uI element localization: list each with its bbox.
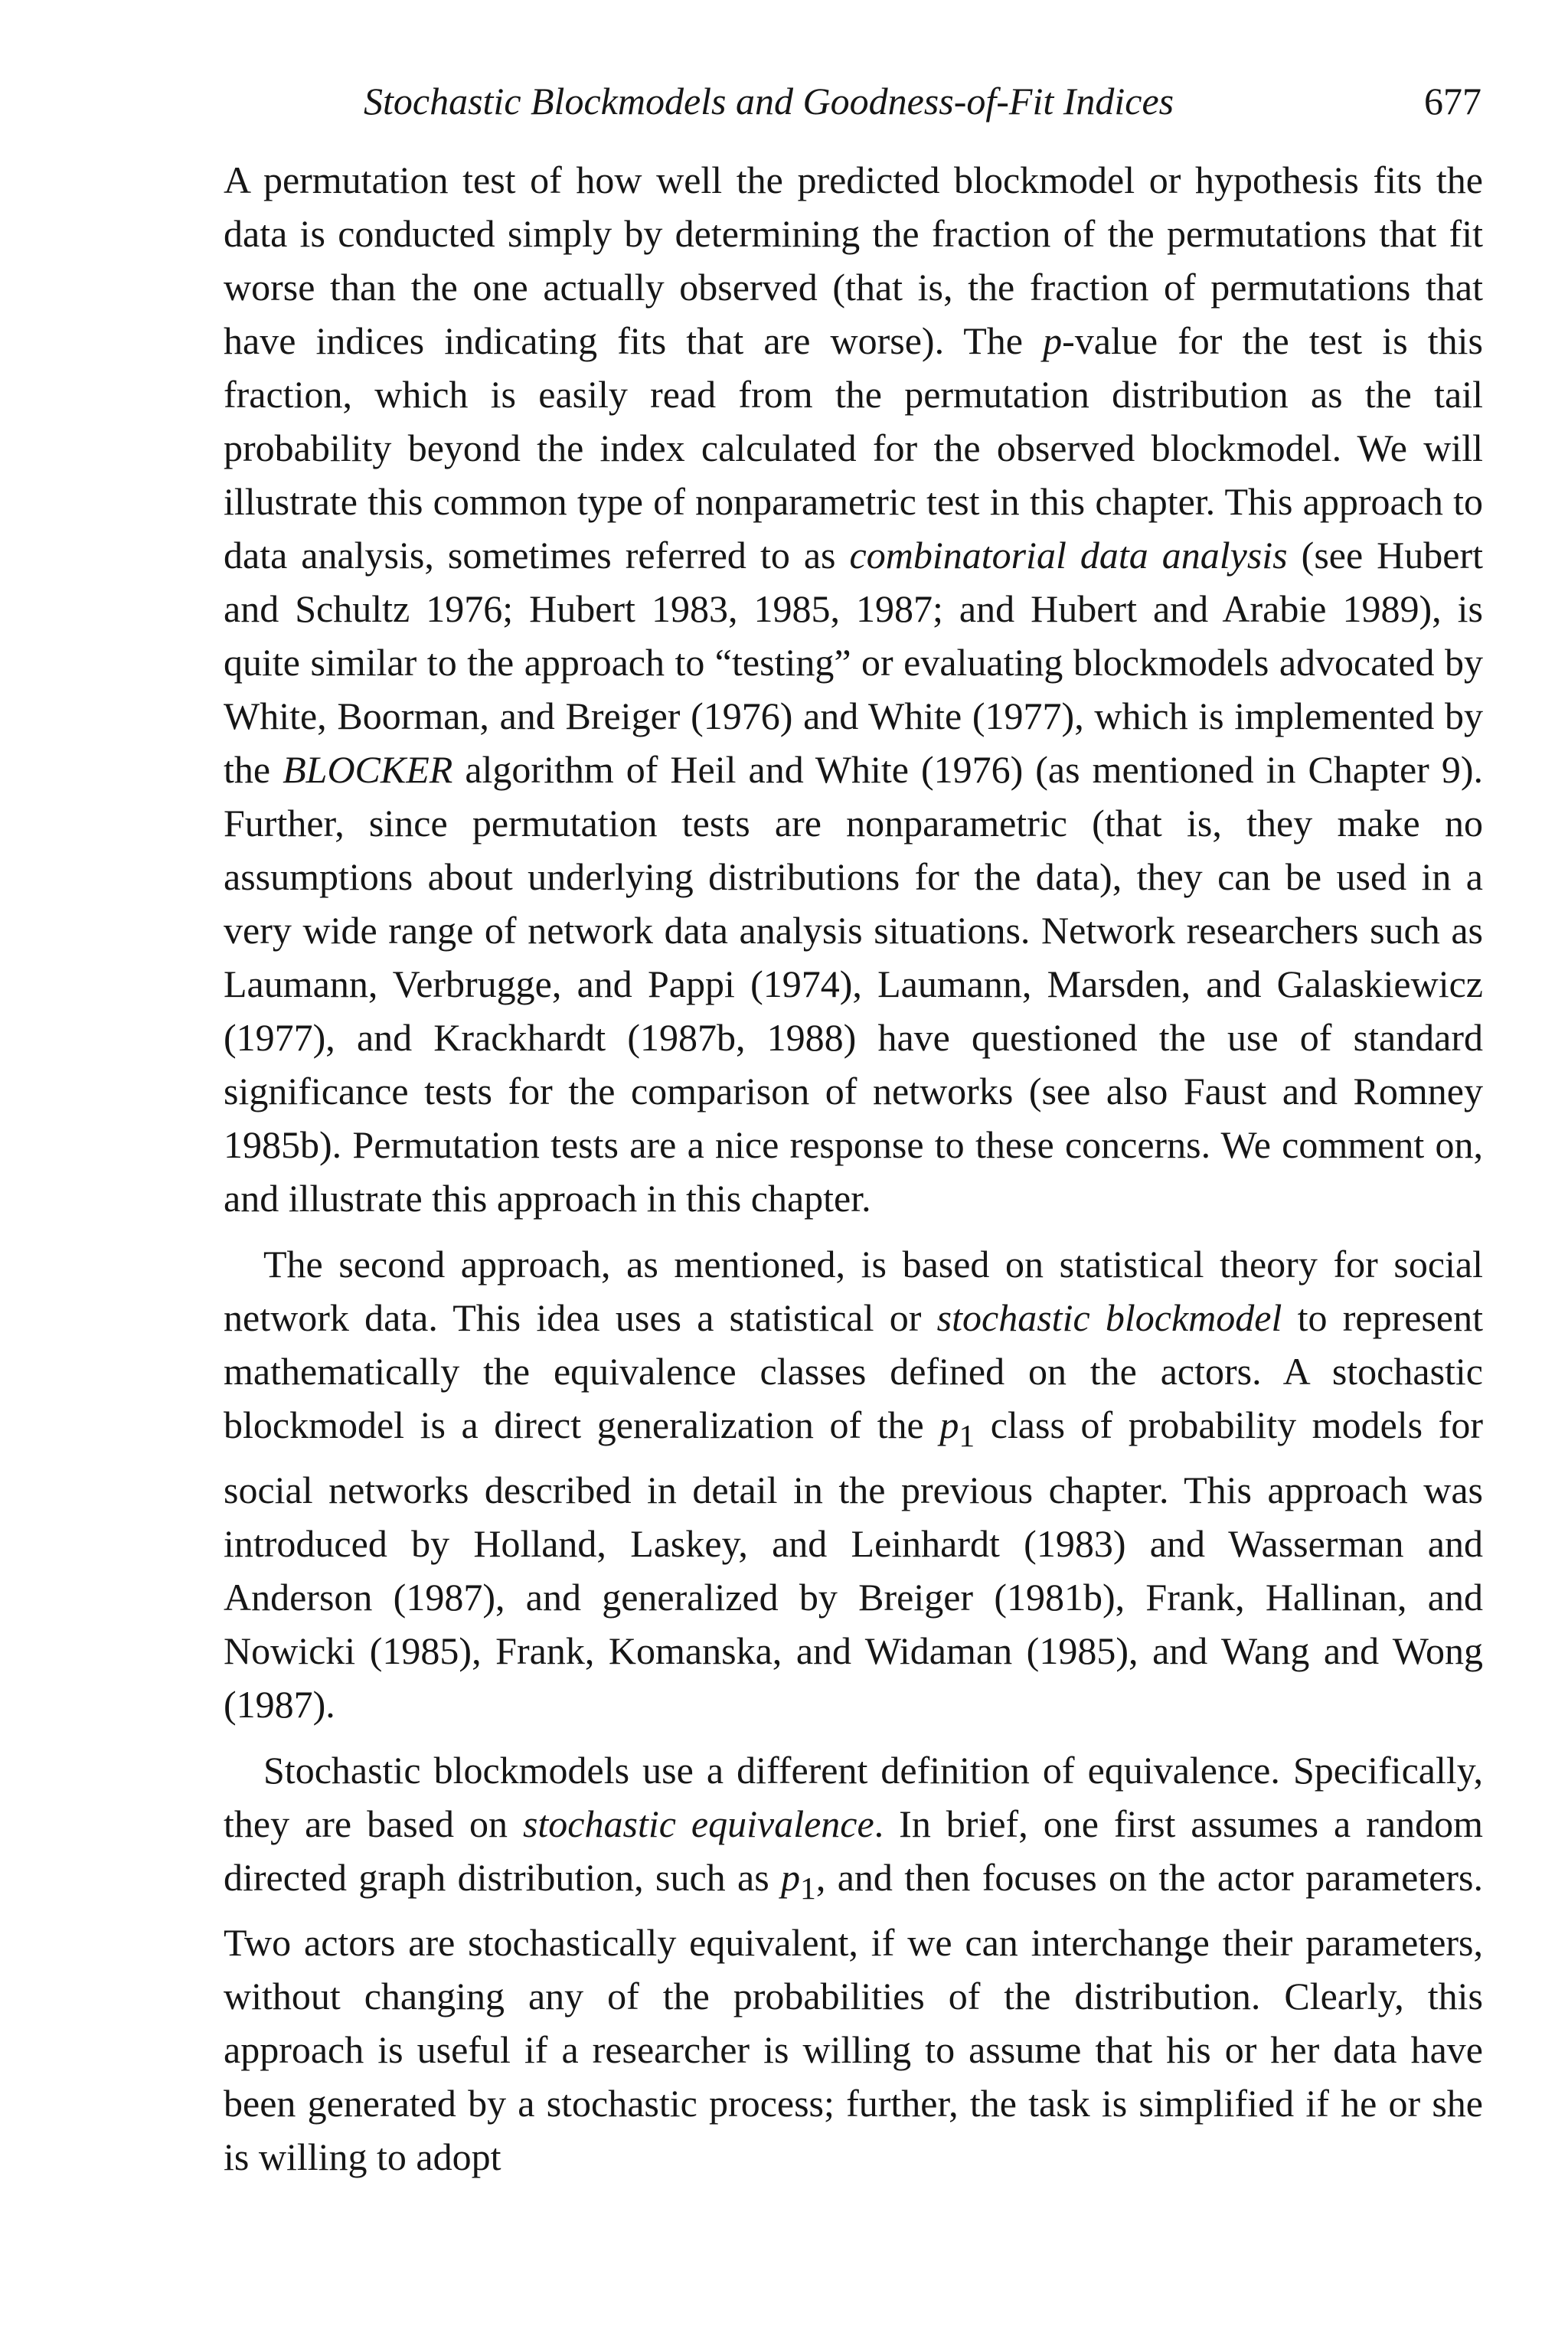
text-run: , and then focuses on the actor parameters. Two actors are stochastically equivalent, if we can interchange their parameters, without changing any of the probabilities of the distribution. Clearly, this approach is useful if a researcher is willing to assume that his or her data have been generated by a stochastic process; further, the task is simplified if he or she is willing to adopt (224, 1856, 1483, 2178)
text-run: The second approach, as mentioned, is based on statistical theory for social network data. This idea uses a statistical or (224, 1243, 1483, 1339)
page-number: 677 (1424, 80, 1481, 123)
italic-term: p (939, 1403, 959, 1446)
italic-term: stochastic equivalence (522, 1802, 874, 1845)
text-run: (see Hubert and Schultz 1976; Hubert 1983, 1985, 1987; and Hubert and Arabie 1989), is quite similar to the approach to “testing” or evaluating blockmodels advocated by White, Boorman, and Breiger (1976) and White (1977), which is implemented by the (224, 534, 1484, 791)
text-run: A permutation test of how well the predicted blockmodel or hypothesis fits the data is conducted simply by determining the fraction of the permutations that fit worse than the one actually observed (that is, the fraction of permutations that have indices indicating fits that are worse). The (224, 158, 1483, 362)
italic-term: p (1043, 319, 1063, 362)
text-run: to represent mathematically the equivalence classes defined on the actors. A stochastic blockmodel is a direct generalization of the (224, 1296, 1483, 1446)
italic-term: BLOCKER (283, 748, 453, 791)
running-head-title: Stochastic Blockmodels and Goodness-of-Fit Indices (364, 80, 1174, 123)
italic-term: stochastic blockmodel (936, 1296, 1282, 1339)
text-run: -value for the test is this fraction, which is easily read from the permutation distribution as the tail probability beyond the index calculated for the observed blockmodel. We will illustrate this common type of nonparametric test in this chapter. This approach to data analysis, sometimes referred to as (224, 319, 1483, 577)
italic-term: p (781, 1856, 801, 1899)
text-run: . In brief, one first assumes a random directed graph distribution, such as (224, 1802, 1483, 1899)
paragraph-second-approach (224, 1237, 1483, 1731)
text-run: algorithm of Heil and White (1976) (as mentioned in Chapter 9). Further, since permutation tests are nonparametric (that is, they make no assumptions about underlying distributions for the data), they can be used in a very wide range of network data analysis situations. Network researchers such as Laumann, Verbrugge, and Pappi (1974), Laumann, Marsden, and Galaskiewicz (1977), and Krackhardt (1987b, 1988) have questioned the use of standard significance tests for the comparison of networks (see also Faust and Romney 1985b). Permutation tests are a nice response to these concerns. We comment on, and illustrate this approach in this chapter. (224, 748, 1483, 1220)
body-text (224, 153, 1483, 2184)
paragraph-permutation-test (224, 153, 1483, 1225)
paragraph-stochastic-equivalence (224, 1743, 1483, 2184)
text-run: class of probability models for social networks described in detail in the previous chapter. This approach was introduced by Holland, Laskey, and Leinhardt (1983) and Wasserman and Anderson (1987), and generalized by Breiger (1981b), Frank, Hallinan, and Nowicki (1985), Frank, Komanska, and Widaman (1985), and Wang and Wong (1987). (224, 1403, 1483, 1726)
subscript: 1 (959, 1419, 975, 1454)
subscript: 1 (800, 1871, 816, 1906)
running-head (364, 70, 1481, 132)
italic-term: combinatorial data analysis (849, 534, 1288, 577)
text-run: Stochastic blockmodels use a different definition of equivalence. Specifically, they are based on (224, 1749, 1483, 1845)
